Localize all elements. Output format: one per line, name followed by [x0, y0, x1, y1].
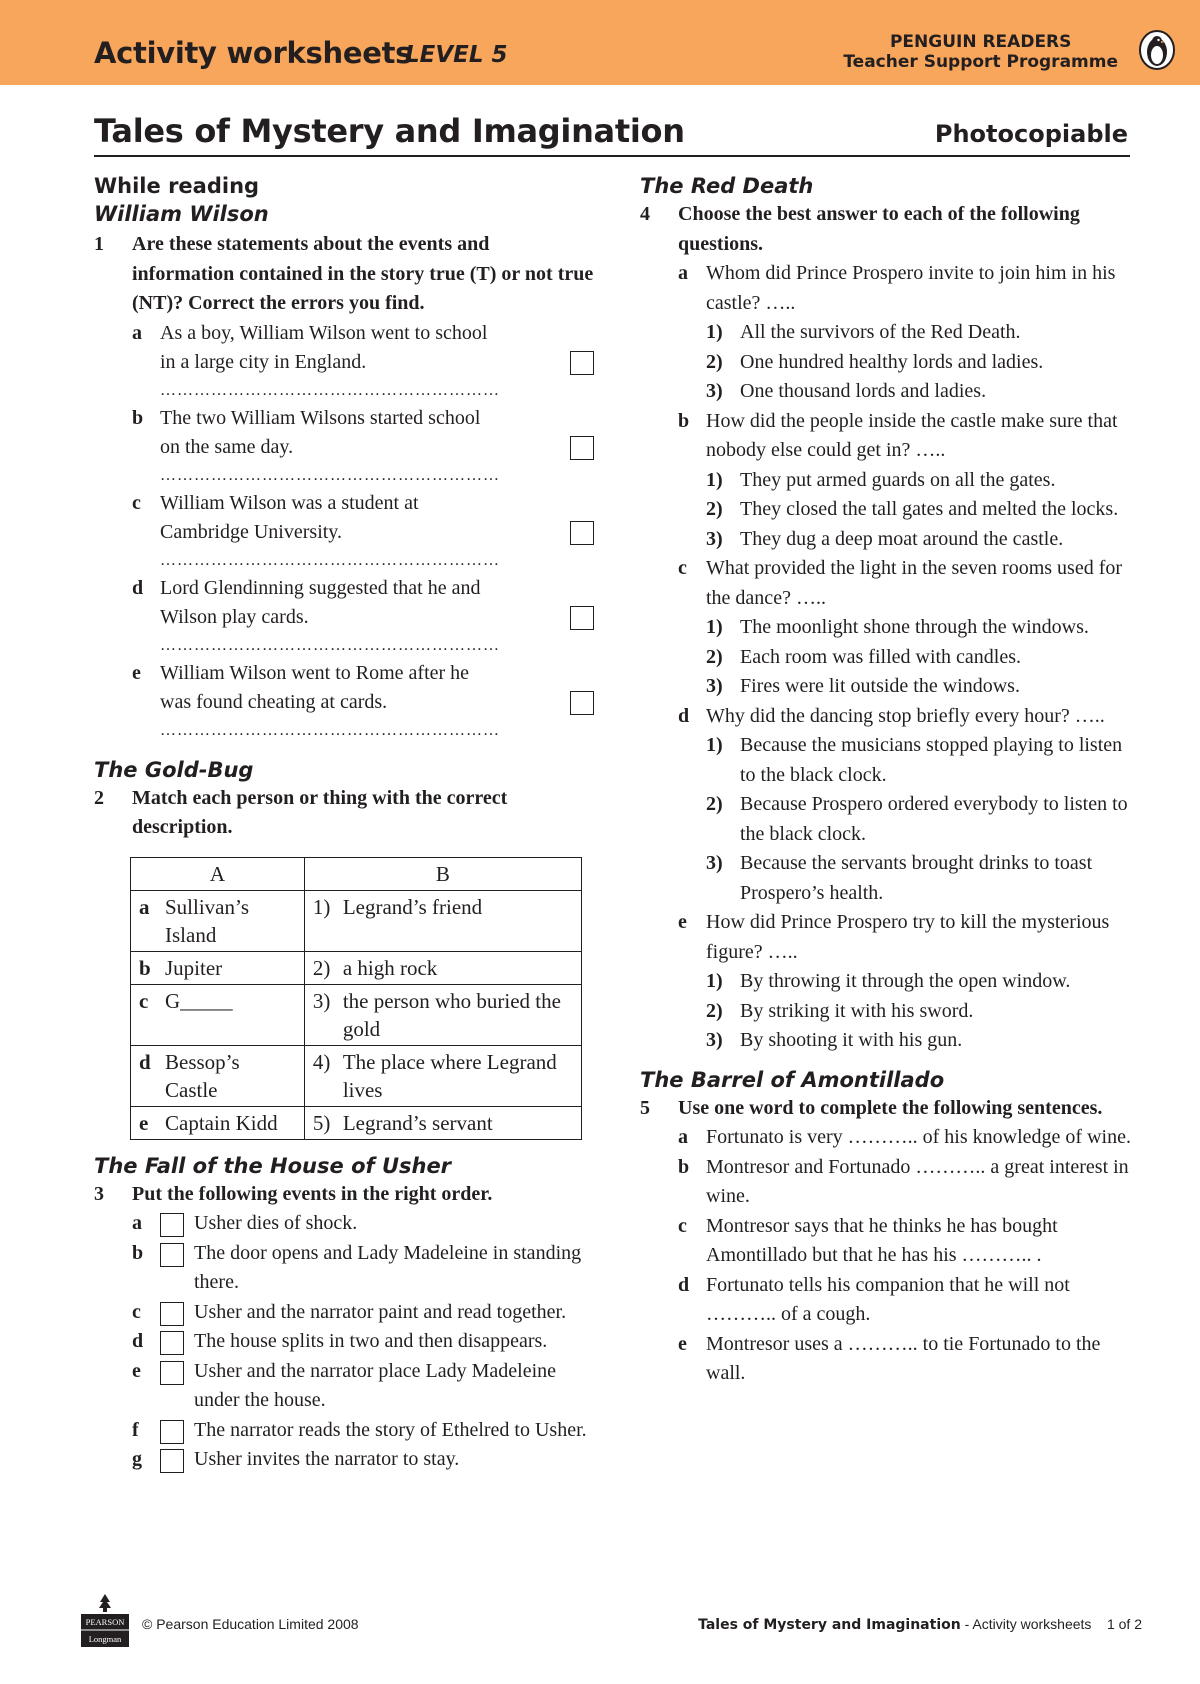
option-text: Each room was filled with candles.: [740, 645, 1022, 668]
option-text: All the survivors of the Red Death.: [740, 321, 1021, 343]
question-number: 3: [94, 1182, 104, 1205]
question-4: [640, 200, 1140, 259]
item-letter: d: [132, 576, 144, 599]
option-number: 3): [706, 852, 723, 874]
answer-option[interactable]: [706, 849, 1140, 908]
gap-fill-item[interactable]: [678, 1271, 1140, 1330]
answer-option[interactable]: [706, 495, 1140, 525]
answer-option[interactable]: [706, 377, 1140, 407]
row-description: the person who buried the gold: [342, 988, 561, 1041]
item-letter: c: [678, 557, 687, 579]
question-5: [640, 1094, 1140, 1124]
answer-checkbox[interactable]: [570, 351, 594, 375]
question-number: 5: [640, 1096, 650, 1119]
item-letter: a: [678, 1126, 688, 1148]
answer-option[interactable]: [706, 731, 1140, 790]
answer-option[interactable]: [706, 466, 1140, 496]
order-box[interactable]: [160, 1213, 184, 1237]
option-number: 3): [706, 675, 723, 697]
order-box[interactable]: [160, 1302, 184, 1326]
row-description: The place where Legrand lives: [342, 1049, 557, 1102]
question-number: 1: [94, 233, 104, 255]
order-box[interactable]: [160, 1331, 184, 1355]
item-letter: e: [678, 911, 687, 933]
brand-line2: Teacher Support Programme: [843, 52, 1118, 72]
footer-book-title: Tales of Mystery and Imagination: [698, 1617, 961, 1633]
answer-option[interactable]: [706, 525, 1140, 555]
row-letter: c: [139, 988, 149, 1013]
title-rule: [94, 155, 1130, 157]
answer-line[interactable]: ……………………………………………………: [160, 381, 500, 399]
item-text: Montresor says that he thinks he has bought Amontillado but that he has his ……….. .: [706, 1214, 1058, 1266]
option-text: Because Prospero ordered everybody to listen to the black clock.: [740, 793, 1128, 845]
option-number: 3): [706, 527, 723, 550]
column-header-b: B: [304, 857, 581, 890]
order-box[interactable]: [160, 1243, 184, 1267]
row-letter: d: [139, 1049, 151, 1074]
item-text-line2: in a large city in England.: [160, 351, 367, 373]
item-letter: a: [678, 262, 688, 284]
row-person: Bessop’s Castle: [165, 1049, 240, 1102]
item-letter: e: [132, 661, 141, 684]
option-number: 1): [706, 734, 723, 756]
item-text: Usher and the narrator paint and read together.: [194, 1300, 567, 1323]
answer-checkbox[interactable]: [570, 521, 594, 545]
mc-item: [640, 908, 1140, 1056]
table-row: [131, 951, 582, 984]
order-item: [132, 1357, 594, 1416]
header-level: LEVEL 5: [405, 42, 508, 68]
item-text-line1: William Wilson went to Rome after he: [160, 661, 470, 684]
item-text: Montresor uses a ……….. to tie Fortunado to the wall.: [706, 1332, 1101, 1384]
item-letter: f: [132, 1418, 139, 1441]
option-number: 1): [706, 321, 723, 343]
answer-option[interactable]: [706, 643, 1140, 673]
answer-option[interactable]: [706, 318, 1140, 348]
question-text: Choose the best answer to each of the following questions.: [678, 203, 1080, 255]
item-text: Usher invites the narrator to stay.: [194, 1448, 460, 1470]
item-text: Whom did Prince Prospero invite to join him in his castle? …..: [706, 262, 1116, 314]
row-description: a high rock: [342, 955, 438, 980]
option-number: 2): [706, 350, 723, 373]
item-text: How did the people inside the castle make sure that nobody else could get in? …..: [706, 409, 1118, 461]
penguin-logo-icon: [1138, 30, 1176, 70]
mc-item: [640, 407, 1140, 555]
row-letter: e: [139, 1110, 149, 1135]
answer-checkbox[interactable]: [570, 436, 594, 460]
row-letter: a: [139, 894, 150, 919]
row-number: 4): [312, 1049, 331, 1074]
question-1: [94, 230, 594, 319]
option-number: 3): [706, 380, 723, 402]
story-heading-house-of-usher: The Fall of the House of Usher: [94, 1153, 452, 1178]
pearson-longman-logo-icon: [80, 1592, 130, 1648]
table-row: [131, 890, 582, 951]
question-text: Use one word to complete the following sentences.: [678, 1096, 1103, 1119]
option-text: Because the servants brought drinks to toast Prospero’s health.: [740, 852, 1093, 904]
item-letter: e: [678, 1332, 687, 1355]
footer-suffix: - Activity worksheets 1 of 2: [960, 1616, 1142, 1632]
right-column: [640, 172, 1140, 1389]
item-text: Fortunato tells his companion that he will not ……….. of a cough.: [706, 1273, 1070, 1325]
answer-option[interactable]: [706, 967, 1140, 997]
item-letter: c: [132, 1300, 141, 1323]
item-text-line2: Wilson play cards.: [160, 606, 309, 628]
header-title: Activity worksheets: [94, 36, 413, 70]
answer-option[interactable]: [706, 790, 1140, 849]
item-text-line1: William Wilson was a student at: [160, 491, 419, 514]
question-text: Match each person or thing with the correct description.: [132, 786, 508, 838]
item-letter: a: [132, 321, 142, 344]
answer-line[interactable]: ……………………………………………………: [160, 636, 500, 654]
gap-fill-item[interactable]: [678, 1212, 1140, 1271]
item-text: Usher and the narrator place Lady Madeleine under the house.: [194, 1359, 557, 1411]
item-text: Montresor and Fortunado ……….. a great interest in wine.: [706, 1155, 1129, 1207]
gap-fill-item[interactable]: [678, 1153, 1140, 1212]
row-person: Captain Kidd: [165, 1110, 278, 1135]
document-title: Tales of Mystery and Imagination: [94, 112, 685, 150]
option-text: Because the musicians stopped playing to listen to the black clock.: [740, 734, 1123, 786]
item-text: What provided the light in the seven rooms used for the dance? …..: [706, 557, 1123, 609]
option-text: They dug a deep moat around the castle.: [740, 527, 1064, 550]
item-text-line2: on the same day.: [160, 436, 294, 458]
mc-item: [640, 554, 1140, 702]
tf-item: [94, 319, 594, 404]
option-text: The moonlight shone through the windows.: [740, 616, 1089, 638]
question-number: 4: [640, 203, 650, 225]
option-number: 2): [706, 999, 723, 1022]
item-letter: d: [132, 1330, 144, 1352]
order-item: [132, 1209, 594, 1239]
item-text: Why did the dancing stop briefly every hour? …..: [706, 704, 1105, 727]
item-text: The door opens and Lady Madeleine in standing there.: [194, 1241, 582, 1293]
item-letter: b: [678, 409, 690, 432]
tf-item: [94, 659, 594, 744]
gap-fill-item[interactable]: [678, 1330, 1140, 1389]
item-letter: b: [678, 1155, 690, 1178]
matching-table: [130, 857, 582, 1140]
item-text: Usher dies of shock.: [194, 1212, 358, 1234]
answer-line[interactable]: ……………………………………………………: [160, 721, 500, 739]
item-letter: c: [678, 1214, 687, 1237]
row-number: 3): [312, 988, 331, 1013]
header-bar: [0, 0, 1200, 85]
answer-option[interactable]: [706, 1026, 1140, 1056]
order-item: [132, 1239, 594, 1298]
option-number: 2): [706, 793, 723, 815]
item-letter: b: [132, 406, 144, 429]
option-number: 1): [706, 970, 723, 992]
brand-line1: PENGUIN READERS: [889, 32, 1072, 52]
answer-checkbox[interactable]: [570, 691, 594, 715]
row-description: Legrand’s servant: [342, 1110, 493, 1135]
option-text: One thousand lords and ladies.: [740, 380, 987, 402]
question-number: 2: [94, 786, 104, 809]
option-number: 2): [706, 645, 723, 668]
order-box[interactable]: [160, 1449, 184, 1473]
story-heading-william-wilson: William Wilson: [94, 202, 269, 226]
item-letter: e: [132, 1359, 141, 1382]
answer-checkbox[interactable]: [570, 606, 594, 630]
item-text-line2: Cambridge University.: [160, 521, 343, 543]
tf-item: [94, 574, 594, 659]
question-3: [94, 1180, 594, 1210]
item-letter: g: [132, 1448, 142, 1470]
answer-option[interactable]: [706, 613, 1140, 643]
item-text-line2: was found cheating at cards.: [160, 691, 388, 713]
header-brand: [843, 32, 1118, 72]
story-heading-amontillado: The Barrel of Amontillado: [640, 1067, 945, 1092]
option-text: One hundred healthy lords and ladies.: [740, 350, 1044, 373]
item-letter: d: [678, 704, 690, 727]
row-person: Jupiter: [165, 955, 223, 980]
question-text: Put the following events in the right order.: [132, 1182, 493, 1205]
item-text: The narrator reads the story of Ethelred to Usher.: [194, 1418, 587, 1441]
answer-line[interactable]: ……………………………………………………: [160, 551, 500, 569]
copyright: © Pearson Education Limited 2008: [142, 1616, 359, 1632]
answer-option[interactable]: [706, 672, 1140, 702]
mc-item: [640, 702, 1140, 909]
option-text: By throwing it through the open window.: [740, 970, 1071, 992]
item-letter: a: [132, 1212, 142, 1234]
mc-item: [640, 259, 1140, 407]
order-item: [132, 1327, 594, 1357]
option-number: 1): [706, 616, 723, 638]
logo-text-top: PEARSON: [85, 1617, 125, 1627]
option-text: They closed the tall gates and melted the locks.: [740, 498, 1119, 520]
order-item: [132, 1416, 594, 1446]
question-text: Are these statements about the events and information contained in the story true (T) or not true (NT)? Correct the errors you find.: [132, 233, 594, 314]
story-heading-gold-bug: The Gold-Bug: [94, 757, 254, 782]
row-description: Legrand’s friend: [342, 894, 483, 919]
row-number: 1): [312, 894, 331, 919]
item-letter: c: [132, 491, 141, 514]
table-row: [131, 1106, 582, 1139]
row-number: 2): [312, 955, 331, 980]
left-column: [94, 172, 594, 1475]
order-item: [132, 1445, 594, 1475]
answer-line[interactable]: ……………………………………………………: [160, 466, 500, 484]
answer-option[interactable]: [706, 348, 1140, 378]
order-box[interactable]: [160, 1420, 184, 1444]
photocopiable-label: Photocopiable: [934, 120, 1128, 148]
option-number: 2): [706, 498, 723, 520]
row-person: Sullivan’s Island: [165, 894, 250, 947]
table-row: [131, 1045, 582, 1106]
item-text: The house splits in two and then disappears.: [194, 1330, 548, 1352]
row-letter: b: [139, 955, 151, 980]
item-text-line1: As a boy, William Wilson went to school: [160, 321, 488, 344]
order-item: [132, 1298, 594, 1328]
item-letter: b: [132, 1241, 144, 1264]
column-header-a: A: [131, 857, 305, 890]
story-heading-red-death: The Red Death: [640, 174, 814, 198]
table-row: [131, 984, 582, 1045]
item-text: How did Prince Prospero try to kill the mysterious figure? …..: [706, 911, 1110, 963]
footer-page-info: [698, 1616, 1142, 1633]
option-text: By shooting it with his gun.: [740, 1029, 963, 1051]
option-text: They put armed guards on all the gates.: [740, 468, 1056, 491]
logo-text-bottom: Longman: [88, 1634, 122, 1644]
answer-option[interactable]: [706, 997, 1140, 1027]
item-letter: d: [678, 1273, 690, 1296]
order-box[interactable]: [160, 1361, 184, 1385]
gap-fill-item[interactable]: [678, 1123, 1140, 1153]
option-text: By striking it with his sword.: [740, 999, 974, 1022]
item-text-line1: The two William Wilsons started school: [160, 406, 481, 429]
row-person: G_____: [165, 988, 233, 1013]
option-number: 1): [706, 468, 723, 491]
option-number: 3): [706, 1029, 723, 1051]
while-reading-heading: While reading: [94, 174, 260, 198]
tf-item: [94, 404, 594, 489]
question-2: [94, 784, 594, 843]
item-text-line1: Lord Glendinning suggested that he and: [160, 576, 481, 599]
row-number: 5): [312, 1110, 331, 1135]
item-text: Fortunato is very ……….. of his knowledge of wine.: [706, 1126, 1131, 1148]
tf-item: [94, 489, 594, 574]
option-text: Fires were lit outside the windows.: [740, 675, 1020, 697]
